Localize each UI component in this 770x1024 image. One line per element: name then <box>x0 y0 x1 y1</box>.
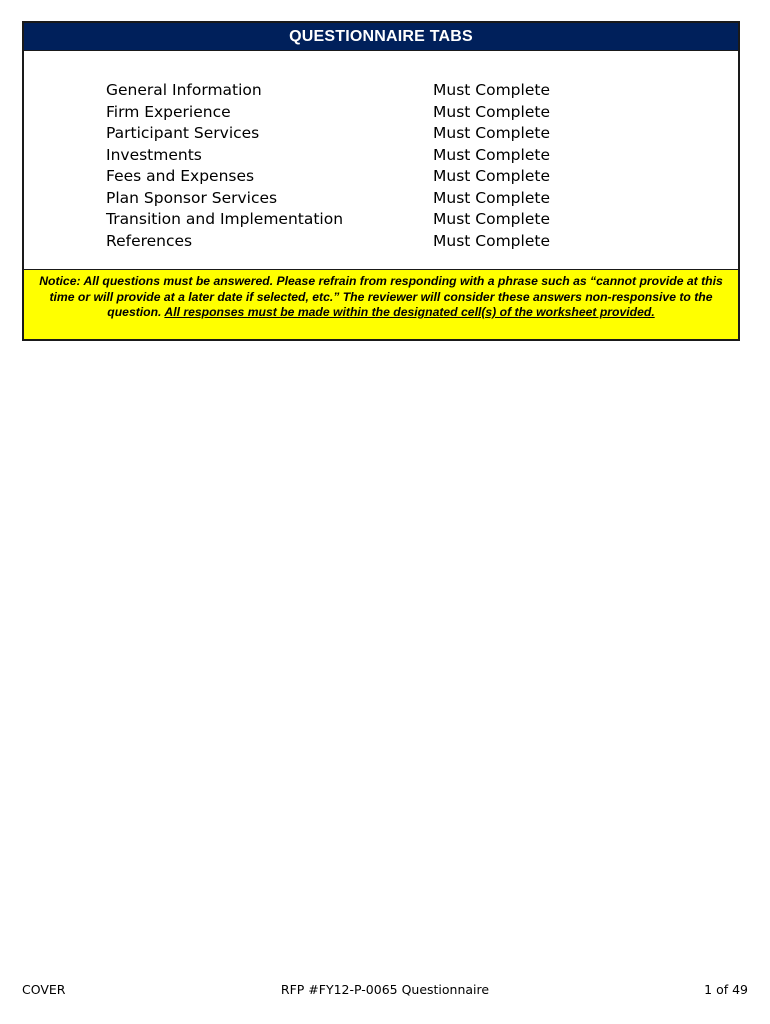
tab-name: Transition and Implementation <box>106 210 344 228</box>
notice-emphasis: All responses must be made within the designated cell(s) of the worksheet provided. <box>164 305 655 319</box>
panel-title: QUESTIONNAIRE TABS <box>24 23 738 51</box>
page-footer <box>0 981 770 999</box>
tab-status: Must Complete <box>433 231 550 250</box>
footer-sheet-name: COVER <box>22 982 66 997</box>
tab-status: Must Complete <box>433 167 550 185</box>
tab-name: Fees and Expenses <box>106 167 255 185</box>
questionnaire-tabs-panel <box>22 21 740 341</box>
tab-name: General Information <box>106 81 262 99</box>
tab-status: Must Complete <box>433 188 550 207</box>
tab-name: References <box>106 231 193 250</box>
tab-status: Must Complete <box>433 210 550 228</box>
tab-row-participant-services <box>106 123 666 145</box>
tab-name: Plan Sponsor Services <box>106 188 278 207</box>
tab-name: Firm Experience <box>106 102 231 121</box>
tab-row-general-information <box>106 80 666 102</box>
tab-row-fees-and-expenses <box>106 166 666 188</box>
tab-row-investments <box>106 145 666 167</box>
tab-status: Must Complete <box>433 145 550 164</box>
tab-row-transition-and-implementation <box>106 209 666 231</box>
footer-page-number: 1 of 49 <box>704 982 748 997</box>
tab-row-references <box>106 231 666 253</box>
notice-banner <box>24 269 738 339</box>
tabs-list <box>106 80 666 252</box>
tab-row-firm-experience <box>106 102 666 124</box>
tab-name: Participant Services <box>106 124 260 142</box>
tab-status: Must Complete <box>433 81 550 99</box>
tab-status: Must Complete <box>433 102 550 121</box>
notice-text: Notice: All questions must be answered. Please refrain from responding with a phrase such as “cannot provide at this time or will provide at a later date if selected, etc.” The reviewer will consider these answers non-responsive to the question. <box>39 274 723 319</box>
tab-name: Investments <box>106 145 202 164</box>
tab-row-plan-sponsor-services <box>106 188 666 210</box>
footer-document-title: RFP #FY12-P-0065 Questionnaire <box>280 982 490 997</box>
tab-status: Must Complete <box>433 124 550 142</box>
